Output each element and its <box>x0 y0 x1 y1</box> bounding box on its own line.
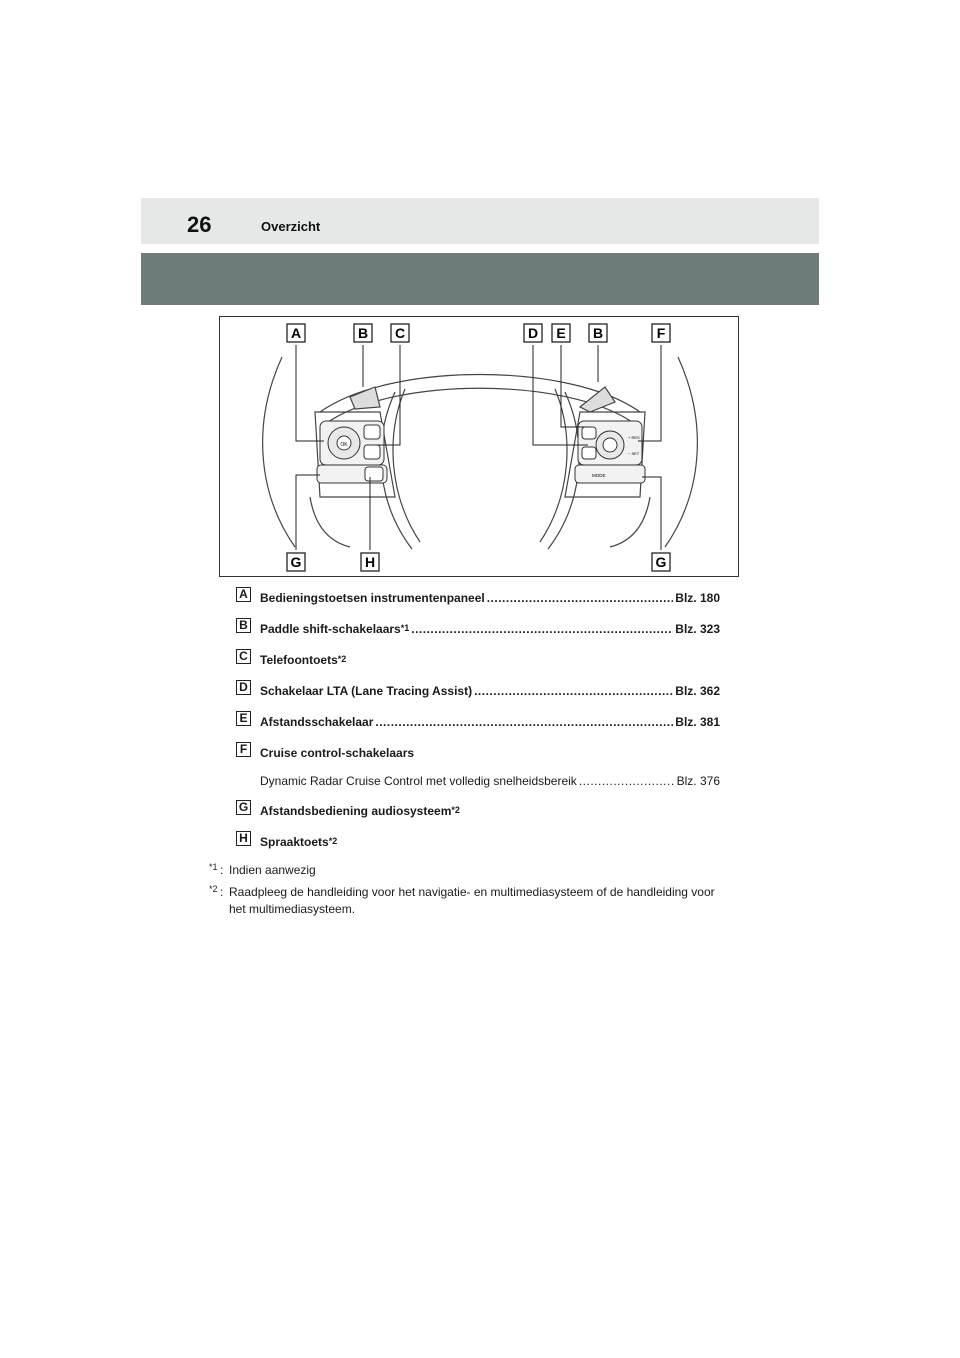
res-label: + RES <box>628 435 640 440</box>
footnotes <box>209 862 729 923</box>
legend-label: Telefoontoets <box>260 653 338 667</box>
set-label: − SET <box>628 451 640 456</box>
wheel-rim-right <box>665 357 697 547</box>
steering-wheel-figure <box>219 316 739 577</box>
back-button <box>364 425 380 439</box>
legend-key: H <box>236 831 251 846</box>
footnote-mark: *2 <box>209 884 218 894</box>
dot-leader <box>579 774 675 788</box>
legend-key: B <box>236 618 251 633</box>
ok-label: OK <box>340 442 348 448</box>
legend-item <box>236 831 720 862</box>
phone-button <box>364 445 380 459</box>
page-reference[interactable]: Blz. 362 <box>675 684 720 698</box>
legend-item <box>236 742 720 800</box>
talk-button <box>365 467 383 481</box>
callout-g2-label: G <box>655 554 667 570</box>
legend-label: Afstandsschakelaar <box>260 715 374 729</box>
mode-label: MODE <box>592 473 606 478</box>
page-reference[interactable]: Blz. 376 <box>676 774 720 788</box>
dot-leader <box>411 622 673 636</box>
page-reference[interactable]: Blz. 381 <box>675 715 720 729</box>
footnote-ref: *1 <box>400 623 410 633</box>
legend-label: Schakelaar LTA (Lane Tracing Assist) <box>260 684 473 698</box>
section-title: Overzicht <box>261 219 321 234</box>
legend <box>236 587 720 862</box>
lta-button <box>582 447 596 459</box>
dot-leader <box>487 591 674 605</box>
page-number: 26 <box>187 212 212 237</box>
legend-label: Cruise control-schakelaars <box>260 746 415 760</box>
callout-a-label: A <box>290 325 302 341</box>
wheel-rim-left <box>263 357 295 547</box>
legend-item <box>236 800 720 831</box>
legend-key: E <box>236 711 251 726</box>
legend-label: Bedieningstoetsen instrumentenpaneel <box>260 591 485 605</box>
legend-item <box>236 711 720 742</box>
footnote-ref: *2 <box>451 805 460 815</box>
footnote-mark: *1 <box>209 862 218 872</box>
callout-f-label: F <box>656 325 666 341</box>
audio-switch-right <box>575 465 645 483</box>
legend-item <box>236 680 720 711</box>
legend-item <box>236 618 720 649</box>
footnote-text: Raadpleeg de handleiding voor het navigatie- en multimediasysteem of de handleiding voor het multimediasysteem. <box>229 885 715 916</box>
callout-c-label: C <box>394 325 406 341</box>
footnote: *1 : Indien aanwezig <box>209 862 729 879</box>
dot-leader <box>375 715 673 729</box>
legend-key: F <box>236 742 251 757</box>
legend-item <box>236 649 720 680</box>
page-reference[interactable]: Blz. 180 <box>675 591 720 605</box>
footnote: *2 : Raadpleeg de handleiding voor het navigatie- en multimediasysteem of de handleiding voor het multimediasysteem. <box>209 884 729 918</box>
callout-d-label: D <box>527 325 539 341</box>
distance-button <box>582 427 596 439</box>
footnote-ref: *2 <box>337 654 347 664</box>
callout-g-label: G <box>290 554 302 570</box>
legend-key: D <box>236 680 251 695</box>
section-band <box>141 253 819 305</box>
legend-key: A <box>236 587 251 602</box>
footnote-ref: *2 <box>328 836 338 846</box>
callout-e-label: E <box>556 325 566 341</box>
legend-key: G <box>236 800 251 815</box>
callout-h-label: H <box>364 554 376 570</box>
legend-key: C <box>236 649 251 664</box>
cruise-main-button <box>603 438 617 452</box>
legend-item <box>236 587 720 618</box>
legend-label: Spraaktoets <box>260 835 329 849</box>
legend-label: Afstandsbediening audiosysteem <box>260 804 452 818</box>
page-reference[interactable]: Blz. 323 <box>675 622 720 636</box>
dot-leader <box>474 684 673 698</box>
legend-label: Paddle shift-schakelaars <box>260 622 401 636</box>
callout-b-label: B <box>357 325 369 341</box>
footnote-text: Indien aanwezig <box>229 863 316 877</box>
steering-wheel-illustration <box>220 317 740 578</box>
callout-b2-label: B <box>592 325 604 341</box>
header-bar <box>141 198 819 244</box>
legend-sub-label: Dynamic Radar Cruise Control met volledig snelheidsbereik <box>260 774 577 788</box>
